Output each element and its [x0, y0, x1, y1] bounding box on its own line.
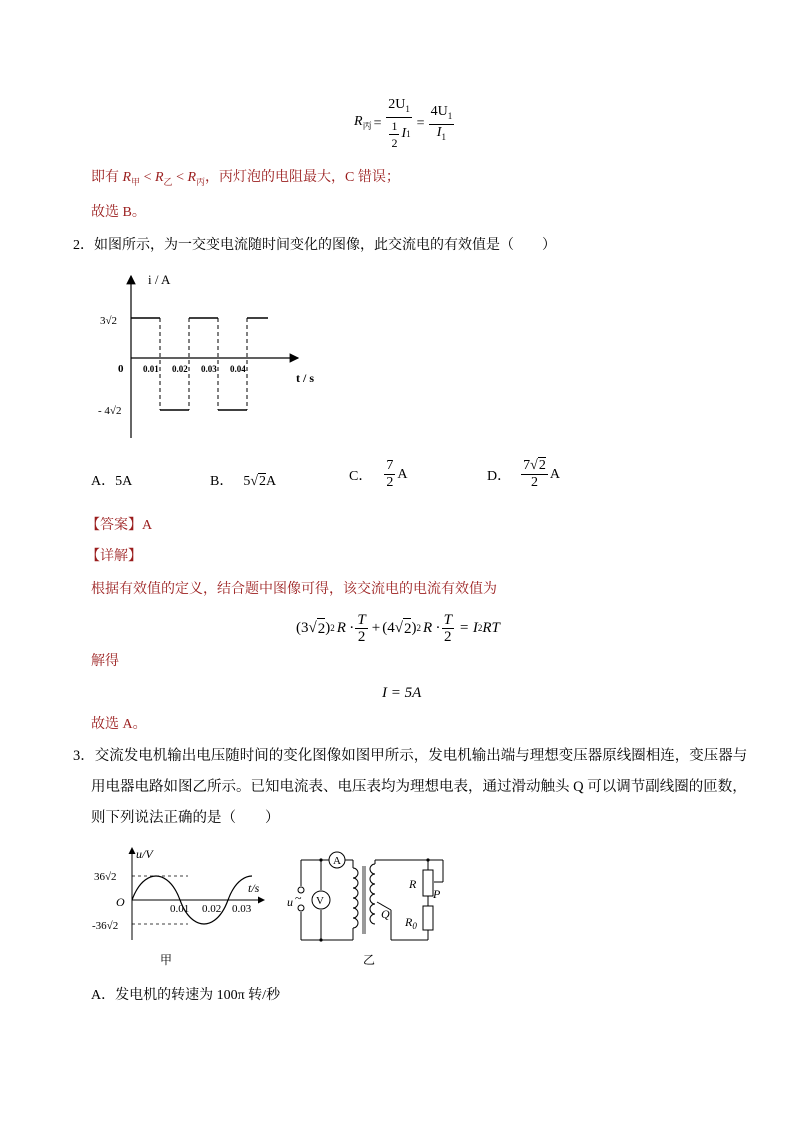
- u-min-label: -36√2: [92, 920, 119, 932]
- y-neg-label: - 4√2: [98, 405, 122, 417]
- q2-detail-tag: 【详解】: [86, 549, 142, 564]
- t-tick-002: 0.02: [202, 903, 222, 915]
- q2-solve: 解得: [91, 654, 119, 669]
- origin-label: 0: [118, 363, 124, 375]
- q3-transformer-circuit: [283, 840, 463, 975]
- q3-option-a[interactable]: A．发电机的转速为 100π 转/秒: [91, 988, 281, 1003]
- formula-eq: =: [373, 116, 382, 131]
- formula-fraction-2: $\frac{4U_1}{I_1}$: [430, 103, 453, 142]
- circuit-caption-yi: 乙: [363, 953, 376, 967]
- y-pos-label: 3√2: [100, 315, 118, 327]
- q2-option-a[interactable]: A．5A: [91, 474, 133, 489]
- resistor-r0: [423, 906, 433, 930]
- q2-choose: 故选 A。: [91, 717, 147, 732]
- u-max-label: 36√2: [94, 871, 117, 883]
- t-axis-label: t/s: [248, 881, 260, 895]
- q2-equation-effective: (3 √ 2 ) 2 R · $\frac{T}{2}$ + (4 √ 2 ) 2 R · $\frac{T}{2}$ = I 2 RT: [296, 611, 500, 645]
- q2-option-b[interactable]: B． 5√2A: [210, 474, 277, 489]
- t-tick-001: 0.01: [170, 903, 190, 915]
- formula-fraction-1: $2U_1$ $\frac{1}{2}$ I 1: [388, 97, 411, 150]
- q3-stem-line-1: 3．交流发电机输出电压随时间的变化图像如图甲所示，发电机输出端与理想变压器原线圈相连，变压器与: [73, 748, 748, 764]
- q2-answer: 【答案】A: [86, 518, 153, 533]
- primary-coil: [353, 868, 358, 928]
- contact-p-label: P: [433, 887, 441, 901]
- resistor-r: [423, 870, 433, 896]
- q2-stem: 2．如图所示，为一交变电流随时间变化的图像，此交流电的有效值是（ ）: [73, 238, 556, 253]
- secondary-coil: [370, 864, 375, 924]
- t-tick-003: 0.03: [232, 903, 252, 915]
- y-axis-label: i / A: [148, 272, 171, 287]
- source-label: u: [287, 895, 293, 909]
- q1-choose: 故选 B。: [91, 205, 146, 220]
- q2-option-d[interactable]: D． $\frac{7√2}{2}$ A: [487, 458, 560, 490]
- graph-caption-jia: 甲: [160, 953, 173, 967]
- q2-equation-result: I = 5A: [382, 685, 422, 701]
- x-tick-004: 0.04: [230, 364, 246, 374]
- q2-explain: 根据有效值的定义，结合题中图像可得，该交流电的电流有效值为: [91, 582, 497, 597]
- q2-current-graph: [96, 268, 336, 448]
- source-terminal-bottom: [298, 905, 304, 911]
- q3-stem-line-3: 则下列说法正确的是（ ）: [91, 810, 280, 826]
- formula-lhs: $R_丙$: [354, 114, 372, 131]
- q2-option-c[interactable]: C． $\frac{7}{2}$ A: [349, 458, 408, 490]
- source-tilde: ~: [295, 891, 302, 905]
- x-axis-label: t / s: [296, 371, 314, 385]
- svg-text:A: A: [333, 855, 341, 867]
- origin-o: O: [116, 895, 125, 909]
- svg-text:R0: $R_0$: [405, 915, 417, 931]
- slider-q-label: Q: [381, 907, 390, 921]
- svg-text:V: V: [316, 895, 324, 907]
- q1-conclusion: 即有 $R_甲 < R_乙 < R_丙$，丙灯泡的电阻最大，C 错误；: [91, 170, 400, 187]
- svg-text:R: R: [409, 877, 417, 891]
- x-tick-003: 0.03: [201, 364, 217, 374]
- q3-voltage-graph: [92, 840, 282, 975]
- q3-stem-line-2: 用电器电路如图乙所示。已知电流表、电压表均为理想电表，通过滑动触头 Q 可以调节副线圈的匝数，: [91, 779, 747, 795]
- resistance-formula: $R_丙$ = $2U_1$ $\frac{1}{2}$ I 1 = $\frac{4U_1}{I_1}$: [354, 97, 453, 150]
- x-tick-001: 0.01: [143, 364, 159, 374]
- u-axis-label: u/V: [136, 847, 153, 861]
- x-tick-002: 0.02: [172, 364, 188, 374]
